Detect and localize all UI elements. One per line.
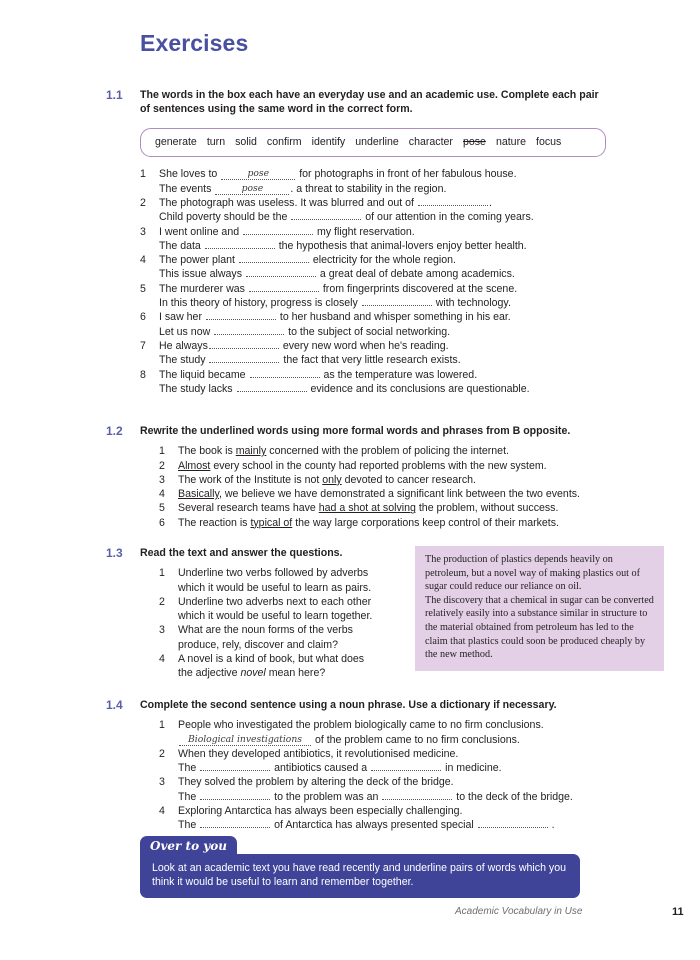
item-line: A novel is a kind of book, but what does — [178, 652, 365, 665]
answer-blank[interactable] — [205, 239, 275, 249]
item-number: 3 — [159, 776, 165, 789]
item-line — [159, 267, 606, 281]
item-line: the adjective novel mean here? — [178, 667, 326, 680]
exercise-1-3-list — [140, 566, 402, 680]
list-item — [140, 310, 606, 339]
sentence-after-blank: every new word when he's reading. — [279, 339, 449, 352]
answer-blank[interactable] — [246, 267, 316, 277]
sentence-before-blank: The study — [159, 354, 209, 367]
item-line: which it would be useful to learn as pairs. — [178, 581, 372, 594]
word-bank-item: nature — [495, 136, 526, 149]
underlined-phrase: Almost — [178, 459, 211, 472]
sentence-after-blank: from fingerprints discovered at the scene. — [319, 282, 518, 295]
item-line — [159, 310, 606, 324]
answer-blank[interactable] — [206, 310, 276, 320]
item-line — [159, 282, 606, 296]
item-line — [159, 225, 606, 239]
list-item — [159, 459, 606, 473]
sentence-before-underline: The book is — [178, 445, 236, 458]
answer-blank[interactable] — [291, 210, 361, 220]
item-number: 1 — [159, 567, 165, 580]
exercise-1-1-list — [140, 167, 606, 396]
sentence-after-blank: the hypothesis that animal-lovers enjoy better health. — [275, 239, 527, 252]
sentence-after-blank: of our attention in the coming years. — [362, 211, 534, 224]
sentence-before-blank: The — [178, 819, 200, 832]
item-line: which it would be useful to learn together. — [178, 610, 373, 623]
word-bank-item-struck: pose — [462, 136, 486, 149]
item-number: 5 — [159, 502, 165, 515]
list-item — [159, 804, 606, 833]
list-item — [140, 368, 606, 397]
footer-page-number: 11 — [672, 906, 684, 918]
exercise-body-1-2 — [140, 424, 606, 530]
sentence-after-blank: evidence and its conclusions are questionable. — [307, 382, 530, 395]
item-number: 1 — [159, 445, 165, 458]
item-line — [159, 339, 606, 353]
item-number: 3 — [159, 473, 165, 486]
item-line: What are the noun forms of the verbs — [178, 624, 353, 637]
word-bank-item: underline — [355, 136, 399, 149]
sentence-after-blank: electricity for the whole region. — [309, 254, 456, 267]
sentence-after-underline: concerned with the problem of policing the internet. — [266, 445, 509, 458]
sentence-before-blank: This issue always — [159, 268, 245, 281]
list-item — [140, 196, 606, 225]
item-number: 3 — [140, 225, 146, 238]
exercise-number-1-2: 1.2 — [106, 424, 123, 438]
sentence-before-underline: The work of the Institute is not — [178, 473, 323, 486]
item-line — [159, 296, 606, 310]
answer-blank-filled[interactable]: pose — [221, 168, 295, 180]
sentence-before-blank: The — [178, 790, 200, 803]
sentence-after-blank: . a threat to stability in the region. — [290, 182, 447, 195]
list-item — [140, 339, 606, 368]
exercise-1-4-list — [140, 718, 606, 832]
list-item — [159, 623, 402, 652]
sentence-after-underline: the problem, without success. — [415, 502, 559, 515]
sentence-before-blank: The study lacks — [159, 382, 236, 395]
sentence-after-blank: a great deal of debate among academics. — [316, 268, 515, 281]
item-line — [159, 253, 606, 267]
item-number: 1 — [159, 719, 165, 732]
item-number: 5 — [140, 282, 146, 295]
sentence-before-blank: The data — [159, 239, 204, 252]
answer-blank[interactable] — [239, 253, 309, 263]
list-item — [159, 516, 606, 530]
sentence-before-underline: The reaction is — [178, 516, 251, 529]
list-item — [159, 595, 402, 624]
list-item — [159, 747, 606, 776]
sentence-after-blank: as the temperature was lowered. — [320, 368, 478, 381]
word-bank-item: identify — [311, 136, 346, 149]
sentence-before-blank: The events — [159, 182, 215, 195]
item-number: 2 — [140, 197, 146, 209]
exercise-rubric-1-4: Complete the second sentence using a noun phrase. Use a dictionary if necessary. — [140, 699, 557, 711]
reading-paragraph: The discovery that a chemical in sugar can be converted relatively easily into a substance similar in structure to the material obtained from petroleum has led to the claim that plastics could soon be produced cheaply by the new method. — [425, 594, 654, 661]
answer-blank[interactable] — [382, 790, 452, 800]
sentence-between-blanks: to the problem was an — [271, 790, 382, 803]
item-number: 4 — [140, 254, 146, 267]
sentence-before-blank: The murderer was — [159, 282, 248, 295]
exercise-rubric-1-3: Read the text and answer the questions. — [140, 547, 343, 559]
item-line — [159, 353, 606, 367]
answer-blank[interactable] — [237, 382, 307, 392]
answer-blank[interactable] — [214, 325, 284, 335]
page-footer — [0, 906, 700, 926]
exercise-number-1-1: 1.1 — [106, 88, 123, 102]
item-number: 1 — [140, 168, 146, 181]
answer-blank[interactable] — [209, 353, 279, 363]
sentence-after-blank: my flight reservation. — [314, 225, 415, 238]
sentence-before-blank: The — [178, 762, 200, 775]
sentence-after-blank: to her husband and whisper something in his ear. — [276, 311, 511, 324]
item-line: Underline two adverbs next to each other — [178, 595, 372, 608]
item-number: 6 — [159, 516, 165, 529]
answer-blank[interactable] — [250, 368, 320, 378]
list-item — [159, 501, 606, 515]
word-bank-item: character — [408, 136, 453, 149]
reading-paragraph: The production of plastics depends heavily on petroleum, but a novel way of making plastics out of sugar could reduce our reliance on oil. — [425, 554, 641, 593]
underlined-phrase: only — [322, 473, 342, 486]
sentence-after-blank: in medicine. — [442, 762, 502, 775]
list-item — [159, 718, 606, 747]
sentence-after-underline: every school in the county had reported problems with the new system. — [210, 459, 547, 472]
word-bank-item: turn — [206, 136, 226, 149]
item-line — [178, 818, 606, 832]
sentence-after-blank: for photographs in front of her fabulous house. — [296, 168, 517, 181]
sentence-after-underline: , we believe we have demonstrated a significant link between the two events. — [219, 488, 580, 501]
item-line: Exploring Antarctica has always been especially challenging. — [178, 804, 463, 817]
footer-book-title: Academic Vocabulary in Use — [455, 906, 583, 917]
reading-text-panel — [415, 546, 664, 671]
list-item — [159, 775, 606, 804]
sentence-after-blank: the fact that very little research exists. — [280, 354, 461, 367]
answer-blank[interactable] — [243, 225, 313, 235]
item-number: 4 — [159, 804, 165, 817]
list-item — [140, 282, 606, 311]
sentence-before-blank: The photograph was useless. It was blurred and out of — [159, 197, 417, 209]
word-bank-item: confirm — [266, 136, 302, 149]
sentence-after-blank: to the subject of social networking. — [285, 325, 451, 338]
item-line — [159, 182, 606, 196]
sentence-after-blank: to the deck of the bridge. — [453, 790, 573, 803]
answer-blank[interactable] — [478, 818, 548, 828]
word-bank-item: focus — [536, 136, 562, 149]
exercise-body-1-1 — [140, 88, 606, 396]
sentence-before-blank: The liquid became — [159, 368, 249, 381]
sentence-before-blank: In this theory of history, progress is closely — [159, 297, 361, 310]
over-to-you-box — [140, 836, 580, 898]
item-number: 2 — [159, 747, 165, 760]
item-line — [159, 196, 606, 210]
sentence-after-underline: devoted to cancer research. — [341, 473, 476, 486]
sentence-before-blank: Child poverty should be the — [159, 211, 291, 224]
answer-blank[interactable] — [371, 761, 441, 771]
answer-blank[interactable] — [200, 790, 270, 800]
list-item — [159, 473, 606, 487]
answer-blank[interactable] — [200, 818, 270, 828]
exercise-rubric-1-2: Rewrite the underlined words using more formal words and phrases from B opposite. — [140, 425, 571, 437]
over-to-you-body: Look at an academic text you have read recently and underline pairs of words which you think it would be useful to learn and remember together. — [140, 854, 580, 898]
answer-blank[interactable] — [362, 296, 432, 306]
list-item — [159, 566, 402, 595]
item-number: 7 — [140, 339, 146, 352]
page-title: Exercises — [140, 30, 249, 56]
answer-blank-filled[interactable]: Biological investigations — [179, 734, 311, 746]
exercise-body-1-4 — [140, 698, 606, 833]
answer-blank[interactable] — [418, 196, 488, 206]
list-item — [159, 652, 402, 681]
list-item — [140, 225, 606, 254]
sentence-before-blank: He always — [159, 339, 208, 352]
sentence-after-blank: . — [548, 819, 555, 832]
item-line — [178, 790, 606, 804]
sentence-before-blank: She loves to — [159, 168, 221, 181]
item-line: Underline two verbs followed by adverbs — [178, 567, 369, 580]
item-line — [159, 239, 606, 253]
item-number: 6 — [140, 311, 146, 324]
item-line — [159, 368, 606, 382]
sentence-after-underline: the way large corporations keep control of their markets. — [292, 516, 559, 529]
exercise-number-1-4: 1.4 — [106, 698, 123, 712]
exercise-body-1-3 — [140, 546, 402, 681]
answer-blank[interactable] — [249, 282, 319, 292]
exercise-1-2-list — [140, 444, 606, 530]
sentence-before-blank: Let us now — [159, 325, 214, 338]
word-bank-item: solid — [235, 136, 257, 149]
sentence-after-blank: of the problem came to no firm conclusions. — [312, 733, 520, 746]
answer-blank[interactable] — [209, 339, 279, 349]
item-line: When they developed antibiotics, it revolutionised medicine. — [178, 747, 459, 760]
sentence-before-blank: I went online and — [159, 225, 243, 238]
sentence-after-blank: . — [488, 197, 492, 209]
italic-word: novel — [240, 667, 266, 680]
sentence-between-blanks: antibiotics caused a — [271, 762, 371, 775]
underlined-phrase: typical of — [250, 516, 293, 529]
item-line — [159, 210, 606, 224]
item-number: 2 — [159, 595, 165, 608]
sentence-before-blank: The power plant — [159, 254, 238, 267]
item-line — [178, 761, 606, 775]
item-line-italic: produce, rely, discover and claim? — [178, 638, 338, 651]
item-line — [178, 733, 606, 747]
item-line: They solved the problem by altering the deck of the bridge. — [178, 776, 454, 789]
sentence-before-blank: I saw her — [159, 311, 205, 324]
item-line — [159, 382, 606, 396]
item-line: People who investigated the problem biologically came to no firm conclusions. — [178, 719, 544, 732]
over-to-you-tab: Over to you — [140, 836, 237, 856]
item-line — [159, 325, 606, 339]
item-line — [159, 167, 606, 181]
item-number: 4 — [159, 488, 165, 501]
exercise-number-1-3: 1.3 — [106, 546, 123, 560]
word-bank — [140, 128, 606, 157]
item-number: 4 — [159, 652, 165, 665]
answer-blank[interactable] — [200, 761, 270, 771]
item-number: 8 — [140, 368, 146, 381]
item-number: 2 — [159, 459, 165, 472]
list-item — [159, 487, 606, 501]
underlined-phrase: had a shot at solving — [318, 502, 416, 515]
list-item — [159, 444, 606, 458]
underlined-phrase: mainly — [235, 445, 267, 458]
sentence-after-blank: with technology. — [432, 297, 511, 310]
sentence-between-blanks: of Antarctica has always presented special — [271, 819, 477, 832]
exercise-rubric-1-1: The words in the box each have an everyday use and an academic use. Complete each pair of sentences using the same word in the correct form. — [140, 89, 599, 116]
item-number: 3 — [159, 624, 165, 637]
list-item — [140, 167, 606, 196]
list-item — [140, 253, 606, 282]
sentence-before-underline: Several research teams have — [178, 502, 319, 515]
underlined-phrase: Basically — [178, 488, 220, 501]
answer-blank-filled[interactable]: pose — [215, 183, 289, 195]
word-bank-item: generate — [155, 136, 197, 149]
